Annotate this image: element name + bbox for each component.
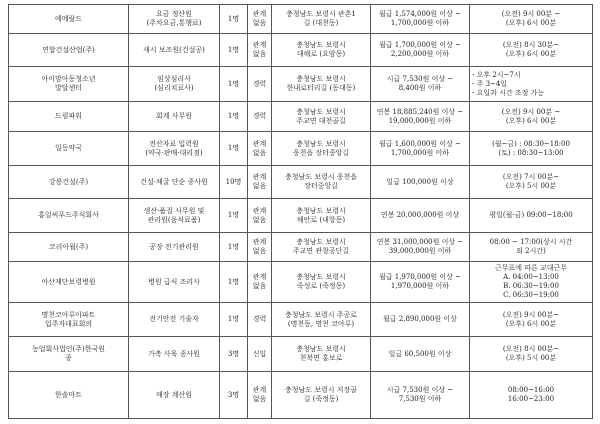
pay-cell-line: 연봉 18,885,240원 이상 ~ [376,107,464,116]
work-hours-cell-line: 08:00~16:00 [507,386,555,394]
location-cell-line: 충청남도 보령시 지장골 [284,386,358,394]
career-cell [248,102,272,132]
career-cell [248,34,272,67]
headcount-cell-value: 1명 [227,14,240,23]
location-cell-line: 길 (대천동) [303,19,339,27]
headcount-cell [220,233,248,262]
work-hours-cell-line: (오전) 9시 00분~ [502,310,560,319]
company-cell-line: 에메랄드 [54,14,83,23]
location-cell-line: 충청남도 보령시 [296,345,346,353]
work-hours-cell-line: - 주 3~4일 [472,79,508,88]
location-cell [272,303,371,337]
pay-cell [371,166,470,199]
career-cell [248,337,272,372]
career-cell [248,372,272,419]
location-cell-line: 대해로 (요암동) [296,50,346,58]
job-cell-line: 건설·채굴 단순 종사원 [140,177,208,186]
work-hours-cell-line: (오전) 9시 00분 ~ [501,107,561,116]
company-cell-line: 한솔마트 [54,390,83,399]
work-hours-cell-line: (월~금) : 08:30~18:00 [492,139,570,148]
career-cell-line: 관계 [252,41,267,49]
job-cell-line: (주차요금,통행료) [146,19,202,27]
location-cell [272,34,371,67]
work-hours-cell-line: (오전) 8시 00분~ [502,345,560,353]
location-cell-line: 충청남도 보령시 [296,139,346,148]
pay-cell-line: 39,000,000원 이하 [388,247,452,255]
headcount-cell [220,372,248,419]
location-cell [272,67,371,102]
career-cell-line: 관계 [252,206,267,215]
headcount-cell-value: 3명 [227,349,240,358]
pay-cell [371,372,470,419]
location-cell-line: 웅천읍 장터중앙길 [292,148,350,157]
career-cell-line: 경력 [252,79,267,88]
pay-cell [371,102,470,132]
table-row [9,34,593,67]
headcount-cell-value: 1명 [227,45,240,54]
pay-cell-line: 월급 1,600,000원 이상 ~ [379,139,461,148]
job-cell-line: (약국·판매·대리점) [145,148,203,157]
table-row [9,262,593,303]
pay-cell-line: 월급 1,574,000원 이상 ~ [379,10,461,18]
job-cell [129,166,220,199]
work-hours-cell-line: (오전) 9시 00분 ~ [501,10,561,18]
location-cell-line: 충청남도 보령시 [296,206,346,215]
work-hours-cell-line: (오후) 6시 00분 [505,116,557,125]
work-hours-cell-line: (오후) 5시 00분 [505,182,557,190]
pay-cell-line: 8,400원 이하 [398,84,442,92]
headcount-cell [220,5,248,34]
company-cell-line: 아이맘아동청소년 [41,75,96,83]
location-cell-line: 충청남도 보령시 [296,41,346,49]
work-hours-cell-line: 16:00~23:00 [507,395,555,403]
location-cell-line: (명천동, 명천 코아루) [287,319,355,328]
job-cell [129,303,220,337]
job-cell-line: 전기안전 기술자 [149,315,199,323]
company-cell-line: 드림파워 [54,112,83,120]
job-cell [129,372,220,419]
work-hours-cell-line: B. 06:30~19:00 [503,282,559,290]
company-cell-line: 연합건설산업(주) [42,45,95,54]
company-cell [9,233,129,262]
headcount-cell [220,132,248,166]
company-cell [9,337,129,372]
job-cell-line: 가축 사육 종사원 [148,349,200,358]
job-cell [129,102,220,132]
job-cell [129,34,220,67]
headcount-cell-value: 1명 [227,112,240,120]
job-cell-line: 생산·품질 사무원 및 [143,206,205,215]
career-cell [248,5,272,34]
location-cell [272,337,371,372]
pay-cell-line: 월급 1,700,000원 이상 ~ [379,41,461,49]
career-cell [248,132,272,166]
location-cell-line: 길 (죽정동) [303,395,339,403]
location-cell-line: 천북면 홍보로 [299,354,343,362]
job-listing-sheet [8,4,592,418]
career-cell [248,67,272,102]
location-cell-line: 충청남도 보령시 [296,75,346,83]
pay-cell-line: 월급 1,970,000원 이상 ~ [379,273,461,281]
job-cell-line: 병원 급식 조리사 [148,277,200,286]
location-cell-line: 충청남도 보령시 [296,273,346,281]
work-hours-cell [470,199,593,233]
job-cell-line: 매장 계산원 [155,390,193,399]
pay-cell [371,262,470,303]
career-cell-line: 없음 [252,19,267,27]
headcount-cell-value: 1명 [227,211,240,219]
company-cell [9,67,129,102]
company-cell-line: 코리아월(주) [48,242,89,251]
location-cell-line: 죽성로 (죽정동) [296,282,346,290]
headcount-cell [220,199,248,233]
career-cell-line: 경력 [252,112,267,120]
company-cell-line: 강릉건설(주) [48,177,89,186]
job-cell [129,233,220,262]
work-hours-cell [470,337,593,372]
table-row [9,233,593,262]
headcount-cell [220,67,248,102]
work-hours-cell [470,34,593,67]
company-cell-line: 일등약국 [54,144,83,152]
company-cell [9,199,129,233]
work-hours-cell-line: (오전) 8시 30분~ [502,41,560,49]
company-cell-line: 농업회사법인(주)한국원 [31,345,106,353]
work-hours-cell [470,262,593,303]
table-row [9,303,593,337]
career-cell-line: 없음 [252,215,267,224]
career-cell-line: 없음 [252,50,267,58]
pay-cell-line: 1,970,000원 이하 [390,282,450,290]
job-cell-line: 공장 전기관리원 [149,242,199,251]
work-hours-cell-line: C. 06:30~19:00 [503,291,559,299]
location-cell [272,132,371,166]
work-hours-cell [470,132,593,166]
career-cell-line: 경력 [252,315,267,323]
work-hours-cell-line: (오전) 7시 00분~ [502,173,560,181]
location-cell-line: 충청남도 보령시 [296,107,346,116]
headcount-cell [220,102,248,132]
location-cell-line: 충청남도 보령시 웅천읍 [284,173,358,181]
company-cell-line: 발달센터 [54,84,83,92]
work-hours-cell-line: (오후) 6시 00분 [505,50,557,58]
career-cell-line: 관계 [252,273,267,281]
career-cell [248,233,272,262]
location-cell [272,262,371,303]
company-cell-line: 입주자대표회의 [44,319,93,328]
career-cell-line: 신입 [252,349,267,358]
location-cell-line: 주교면 관창공단길 [292,247,350,255]
pay-cell-line: 1,700,000원 이하 [390,148,450,157]
job-listing-table [8,4,593,419]
location-cell [272,233,371,262]
work-hours-cell-line: 근무표에 따른 교대근무 [494,264,568,272]
headcount-cell [220,337,248,372]
pay-cell-line: 연봉 20,000,000원 이상 [380,211,460,219]
work-hours-cell-line: 외 2시간) [516,247,546,255]
job-cell [129,67,220,102]
work-hours-cell [470,102,593,132]
headcount-cell [220,303,248,337]
company-cell [9,166,129,199]
table-row [9,337,593,372]
company-cell [9,132,129,166]
pay-cell [371,233,470,262]
career-cell-line: 없음 [252,247,267,255]
headcount-cell [220,262,248,303]
career-cell-line: 없음 [252,395,267,403]
pay-cell-line: 7,530원 이하 [398,395,442,403]
table-row [9,199,593,233]
headcount-cell-value: 1명 [227,315,240,323]
company-cell-line: 종 [65,354,72,362]
headcount-cell [220,34,248,67]
job-listing-body [9,5,593,419]
company-cell [9,262,129,303]
headcount-cell-value: 10명 [225,177,242,186]
career-cell [248,262,272,303]
pay-cell-line: 19,000,000원 이하 [388,116,452,125]
work-hours-cell-line: (오후) 6시 00분 [505,319,557,328]
career-cell-line: 관계 [252,139,267,148]
pay-cell [371,5,470,34]
work-hours-cell [470,67,593,102]
pay-cell [371,34,470,67]
company-cell [9,372,129,419]
work-hours-cell-line: - 오후 2시~7시 [472,70,521,79]
location-cell-line: 충청남도 보령시 [296,238,346,246]
work-hours-cell-line: 평일(월-금) 09:00~18:00 [489,211,573,219]
headcount-cell-value: 3명 [227,390,240,399]
work-hours-cell-line: 08:00 ~ 17:00(상시 시간 [489,238,573,246]
work-hours-cell [470,303,593,337]
job-cell-line: 회계 사무원 [155,112,193,120]
table-row [9,102,593,132]
location-cell-line: 해안로 (내항동) [296,215,346,224]
job-cell-line: (심리치료사) [154,84,194,92]
job-cell-line: 임상심리사 [157,75,191,83]
location-cell-line: 한내로터리길 (동대동) [286,84,356,92]
location-cell [272,166,371,199]
career-cell-line: 관계 [252,10,267,18]
headcount-cell-value: 1명 [227,242,240,251]
job-cell-line: 관리원(음식료품) [147,215,201,224]
career-cell-line: 관계 [252,173,267,181]
pay-cell [371,199,470,233]
headcount-cell [220,166,248,199]
company-cell [9,102,129,132]
job-cell [129,199,220,233]
job-cell-line: 전산자료 입력원 [149,139,199,148]
pay-cell [371,132,470,166]
table-row [9,132,593,166]
work-hours-cell-line: A. 04:00~13:00 [503,273,559,281]
work-hours-cell [470,5,593,34]
company-cell [9,34,129,67]
company-cell-line: 명천코아루아파트 [41,310,96,319]
work-hours-cell-line: (토) : 08:30~13:00 [498,148,564,157]
location-cell-line: 충청남도 보령시 관촌1 [286,10,356,18]
work-hours-cell [470,166,593,199]
work-hours-cell [470,233,593,262]
pay-cell [371,67,470,102]
career-cell [248,303,272,337]
headcount-cell-value: 1명 [227,144,240,152]
career-cell [248,166,272,199]
job-cell [129,132,220,166]
location-cell [272,372,371,419]
career-cell-line: 없음 [252,282,267,290]
career-cell-line: 없음 [252,148,267,157]
job-cell [129,337,220,372]
table-row [9,166,593,199]
pay-cell [371,337,470,372]
pay-cell [371,303,470,337]
pay-cell-line: 일급 60,500원 이상 [388,349,452,358]
location-cell-line: 충청남도 보령시 주공로 [284,310,358,319]
work-hours-cell-line: (오후) 6시 00분 [505,19,557,27]
company-cell [9,5,129,34]
company-cell-line: 아산재단보령병원 [41,277,96,286]
pay-cell-line: 2,200,000원 이하 [390,50,450,58]
table-row [9,67,593,102]
company-cell [9,303,129,337]
job-cell [129,262,220,303]
headcount-cell-value: 1명 [227,277,240,286]
job-cell [129,5,220,34]
headcount-cell-value: 1명 [227,79,240,88]
pay-cell-line: 1,700,000원 이하 [390,19,450,27]
pay-cell-line: 시급 7,530원 이상 ~ [386,75,454,83]
career-cell [248,199,272,233]
job-cell-line: 요금 정산원 [155,10,193,18]
location-cell [272,199,371,233]
pay-cell-line: 연봉 31,000,000원 이상 ~ [376,238,464,246]
pay-cell-line: 시급 7,530원 이상 ~ [386,386,454,394]
work-hours-cell [470,372,593,419]
career-cell-line: 관계 [252,386,267,394]
location-cell [272,102,371,132]
table-row [9,372,593,419]
work-hours-cell-line: - 요일과 시간 조정 가능 [472,88,545,97]
pay-cell-line: 월급 2,890,000원 이상 [383,315,457,323]
company-cell-line: 홍일씨푸드주식회사 [38,211,99,219]
location-cell-line: 주교면 대천골길 [296,116,346,125]
location-cell [272,5,371,34]
career-cell-line: 관계 [252,238,267,246]
location-cell-line: 장터중앙길 [304,182,338,190]
job-cell-line: 새시 보조원(건설공) [143,45,205,54]
work-hours-cell-line: (오후) 5시 00분 [505,354,557,362]
table-row [9,5,593,34]
career-cell-line: 없음 [252,182,267,190]
pay-cell-line: 일급 100,000원 이상 [386,177,454,186]
